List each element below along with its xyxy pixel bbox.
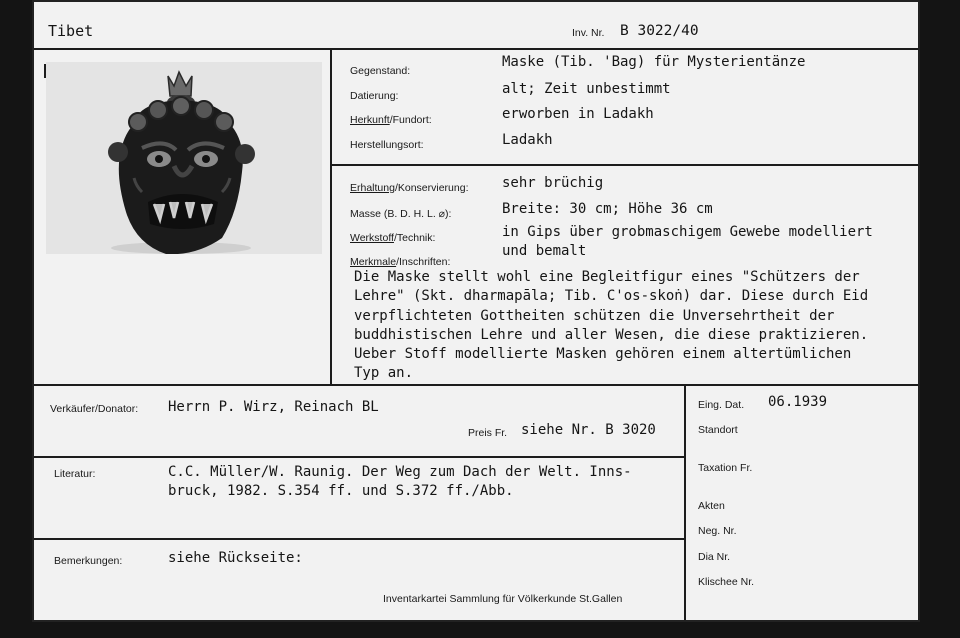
akten-label: Akten <box>698 500 725 512</box>
literatur-divider-bottom <box>34 538 684 540</box>
description-line: verpflichteten Gottheiten schützen die Unversehrtheit der <box>354 307 835 324</box>
werkstoff-label-underlined: Werkstoff <box>350 232 394 244</box>
werkstoff-line-1: in Gips über grobmaschigem Gewebe modelliert <box>502 224 873 240</box>
neg-nr-label: Neg. Nr. <box>698 525 737 537</box>
mask-image <box>46 62 322 254</box>
description-line: Lehre" (Skt. dharmapāla; Tib. C'os-skoṅ) dar. Diese durch Eid <box>354 288 869 305</box>
eing-dat-value: 06.1939 <box>768 394 828 410</box>
werkstoff-label <box>350 232 435 244</box>
masse-label: Masse (B. D. H. L. ⌀): <box>350 208 452 220</box>
literatur-line-1: C.C. Müller/W. Raunig. Der Weg zum Dach der Welt. Inns- <box>168 464 632 480</box>
herstellungsort-value: Ladakh <box>502 132 553 148</box>
description-line: buddhistischen Lehre und aller Wesen, die diese praktizieren. <box>354 326 869 343</box>
preis-value: siehe Nr. B 3020 <box>521 422 656 438</box>
literatur-label: Literatur: <box>54 468 96 480</box>
masse-value: Breite: 30 cm; Höhe 36 cm <box>502 201 713 217</box>
inv-number-label: Inv. Nr. <box>572 27 605 39</box>
literatur-divider-top <box>34 456 684 458</box>
erhaltung-label-underlined: Erhaltung <box>350 182 395 194</box>
herkunft-label-underlined: Herkunft <box>350 114 390 126</box>
merkmale-label <box>350 256 450 268</box>
klischee-nr-label: Klischee Nr. <box>698 576 755 588</box>
mask-photo <box>46 62 322 254</box>
photo-mark <box>44 64 46 78</box>
erhaltung-label-rest: /Konservierung: <box>394 182 469 194</box>
dia-nr-label: Dia Nr. <box>698 551 731 563</box>
right-column-divider <box>684 384 686 620</box>
region-text: Tibet <box>48 22 94 40</box>
description-line: Ueber Stoff modellierte Masken gehören einem altertümlichen <box>354 346 852 363</box>
card-imprint: Inventarkartei Sammlung für Völkerkunde St.Gallen <box>383 593 623 605</box>
photo-divider <box>330 48 332 386</box>
description-line: Typ an. <box>354 365 414 382</box>
verkaeufer-label: Verkäufer/Donator: <box>50 403 139 415</box>
herstellungsort-label: Herstellungsort: <box>350 139 424 151</box>
preis-label: Preis Fr. <box>468 427 508 439</box>
werkstoff-line-2: und bemalt <box>502 243 587 259</box>
literatur-line-2: bruck, 1982. S.354 ff. und S.372 ff./Abb. <box>168 483 514 499</box>
bemerkungen-label: Bemerkungen: <box>54 555 123 567</box>
eing-dat-label: Eing. Dat. <box>698 399 745 411</box>
inventory-card <box>32 0 920 622</box>
merkmale-label-rest: /Inschriften: <box>396 256 451 268</box>
datierung-value: alt; Zeit unbestimmt <box>502 81 671 97</box>
description-block <box>354 268 914 384</box>
herkunft-label <box>350 114 432 126</box>
inv-number: B 3022/40 <box>620 23 699 39</box>
standort-label: Standort <box>698 424 738 436</box>
merkmale-label-underlined: Merkmale <box>350 256 397 268</box>
header-divider <box>34 48 918 50</box>
main-divider <box>34 384 918 386</box>
werkstoff-label-rest: /Technik: <box>393 232 436 244</box>
erhaltung-label <box>350 182 469 194</box>
taxation-label: Taxation Fr. <box>698 462 753 474</box>
bemerkungen-value: siehe Rückseite: <box>168 550 303 566</box>
gegenstand-label: Gegenstand: <box>350 65 411 77</box>
gegenstand-value: Maske (Tib. 'Bag) für Mysterientänze <box>502 54 806 70</box>
herkunft-value: erworben in Ladakh <box>502 106 654 122</box>
herkunft-label-rest: /Fundort: <box>389 114 432 126</box>
verkaeufer-value: Herrn P. Wirz, Reinach BL <box>168 399 379 415</box>
description-line: Die Maske stellt wohl eine Begleitfigur eines "Schützers der <box>354 269 860 285</box>
datierung-label: Datierung: <box>350 90 399 102</box>
erhaltung-value: sehr brüchig <box>502 175 604 191</box>
object-divider <box>330 164 918 166</box>
